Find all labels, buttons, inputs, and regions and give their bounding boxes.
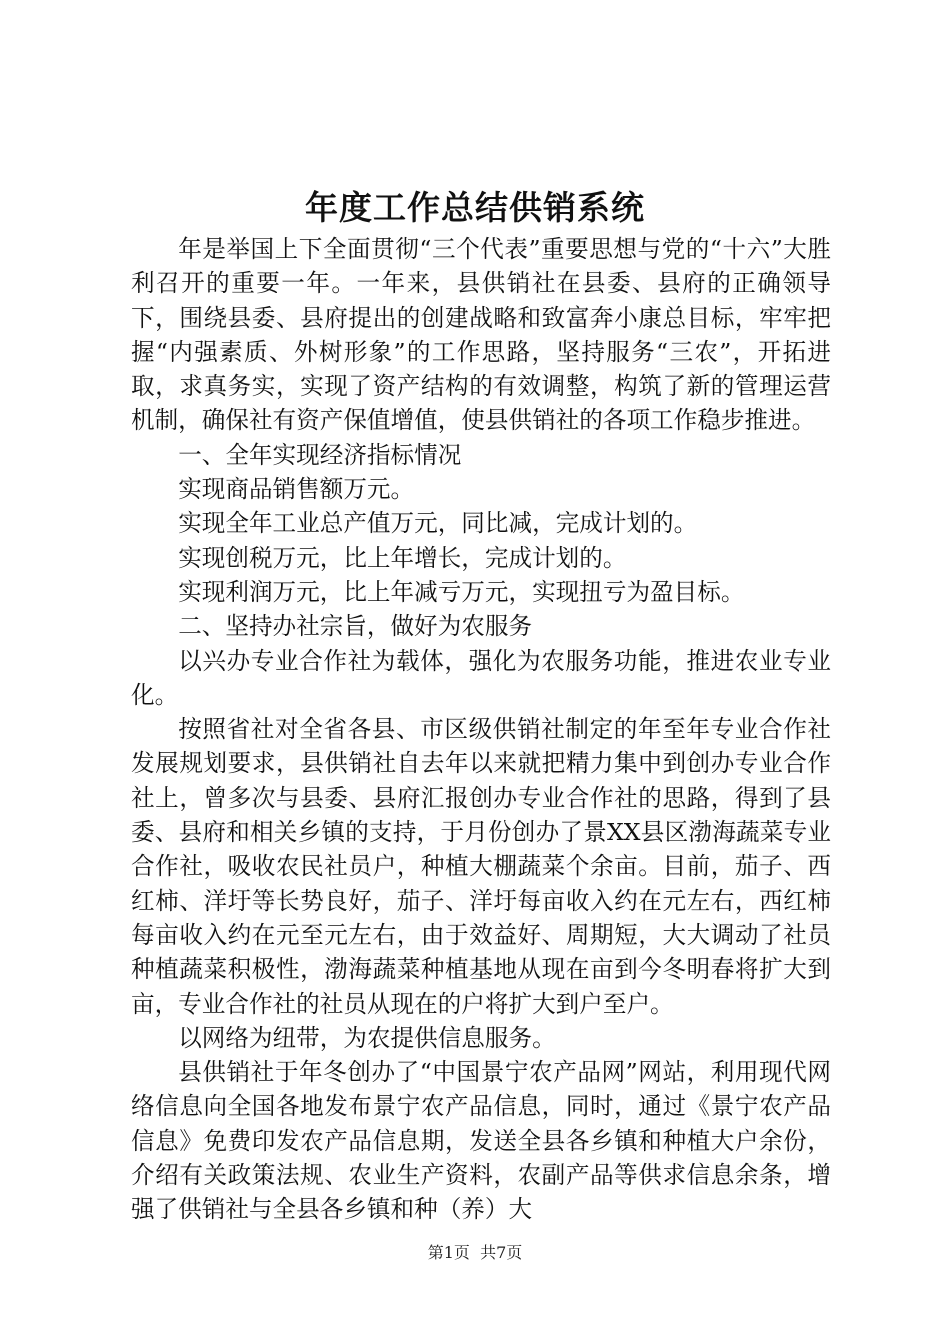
section-heading-economic-indicators: 一、全年实现经济指标情况 [178, 440, 462, 469]
paragraph-network-link: 以网络为纽带，为农提供信息服务。 [178, 1023, 556, 1052]
paragraph-industrial-output: 实现全年工业总产值万元，同比减，完成计划的。 [178, 509, 698, 538]
page-footer [0, 1242, 950, 1264]
paragraph-intro: 年是举国上下全面贯彻“三个代表”重要思想与党的“十六”大胜利召开的重要一年。一年来，县供销社在县委、县府的正确领导下，围绕县委、县府提出的创建战略和致富奔小康总目标，牢牢把握“内强素质、外树形象”的工作思路，坚持服务“三农”，开拓进取，求真务实，实现了资产结构的有效调整，构筑了新的管理运营机制，确保社有资产保值增值，使县供销社的各项工作稳步推进。 [131, 235, 831, 435]
paragraph-sales: 实现商品销售额万元。 [178, 475, 415, 504]
paragraph-tax: 实现创税万元，比上年增长，完成计划的。 [178, 543, 627, 572]
paragraph-cooperative-details: 按照省社对全省各县、市区级供销社制定的年至年专业合作社发展规划要求，县供销社自去年以来就把精力集中到创办专业合作社上，曾多次与县委、县府汇报创办专业合作社的思路，得到了县委、县府和相关乡镇的支持，于月份创办了景XX县区渤海蔬菜专业合作社，吸收农民社员户，种植大棚蔬菜个余亩。目前，茄子、西红柿、洋圩等长势良好，茄子、洋圩每亩收入约在元左右，西红柿每亩收入约在元至元左右，由于效益好、周期短，大大调动了社员种植蔬菜积极性，渤海蔬菜种植基地从现在亩到今冬明春将扩大到亩，专业合作社的社员从现在的户将扩大到户至户。 [131, 715, 831, 1018]
section-heading-farm-service: 二、坚持办社宗旨，做好为农服务 [178, 612, 533, 641]
paragraph-profit: 实现利润万元，比上年减亏万元，实现扭亏为盈目标。 [178, 577, 745, 606]
paragraph-website-info: 县供销社于年冬创办了“中国景宁农产品网”网站，利用现代网络信息向全国各地发布景宁农产品信息，同时，通过《景宁农产品信息》免费印发农产品信息期，发送全县各乡镇和种植大户余份，介绍有关政策法规、农业生产资料，农副产品等供求信息余条，增强了供销社与全县各乡镇和种（养）大 [131, 1058, 831, 1224]
paragraph-cooperative-carrier: 以兴办专业合作社为载体，强化为农服务功能，推进农业专业化。 [131, 646, 831, 709]
document-title: 年度工作总结供销系统 [305, 188, 645, 227]
document-body [131, 232, 831, 1227]
page-number-label: 第1页 共7页 [427, 1243, 523, 1262]
